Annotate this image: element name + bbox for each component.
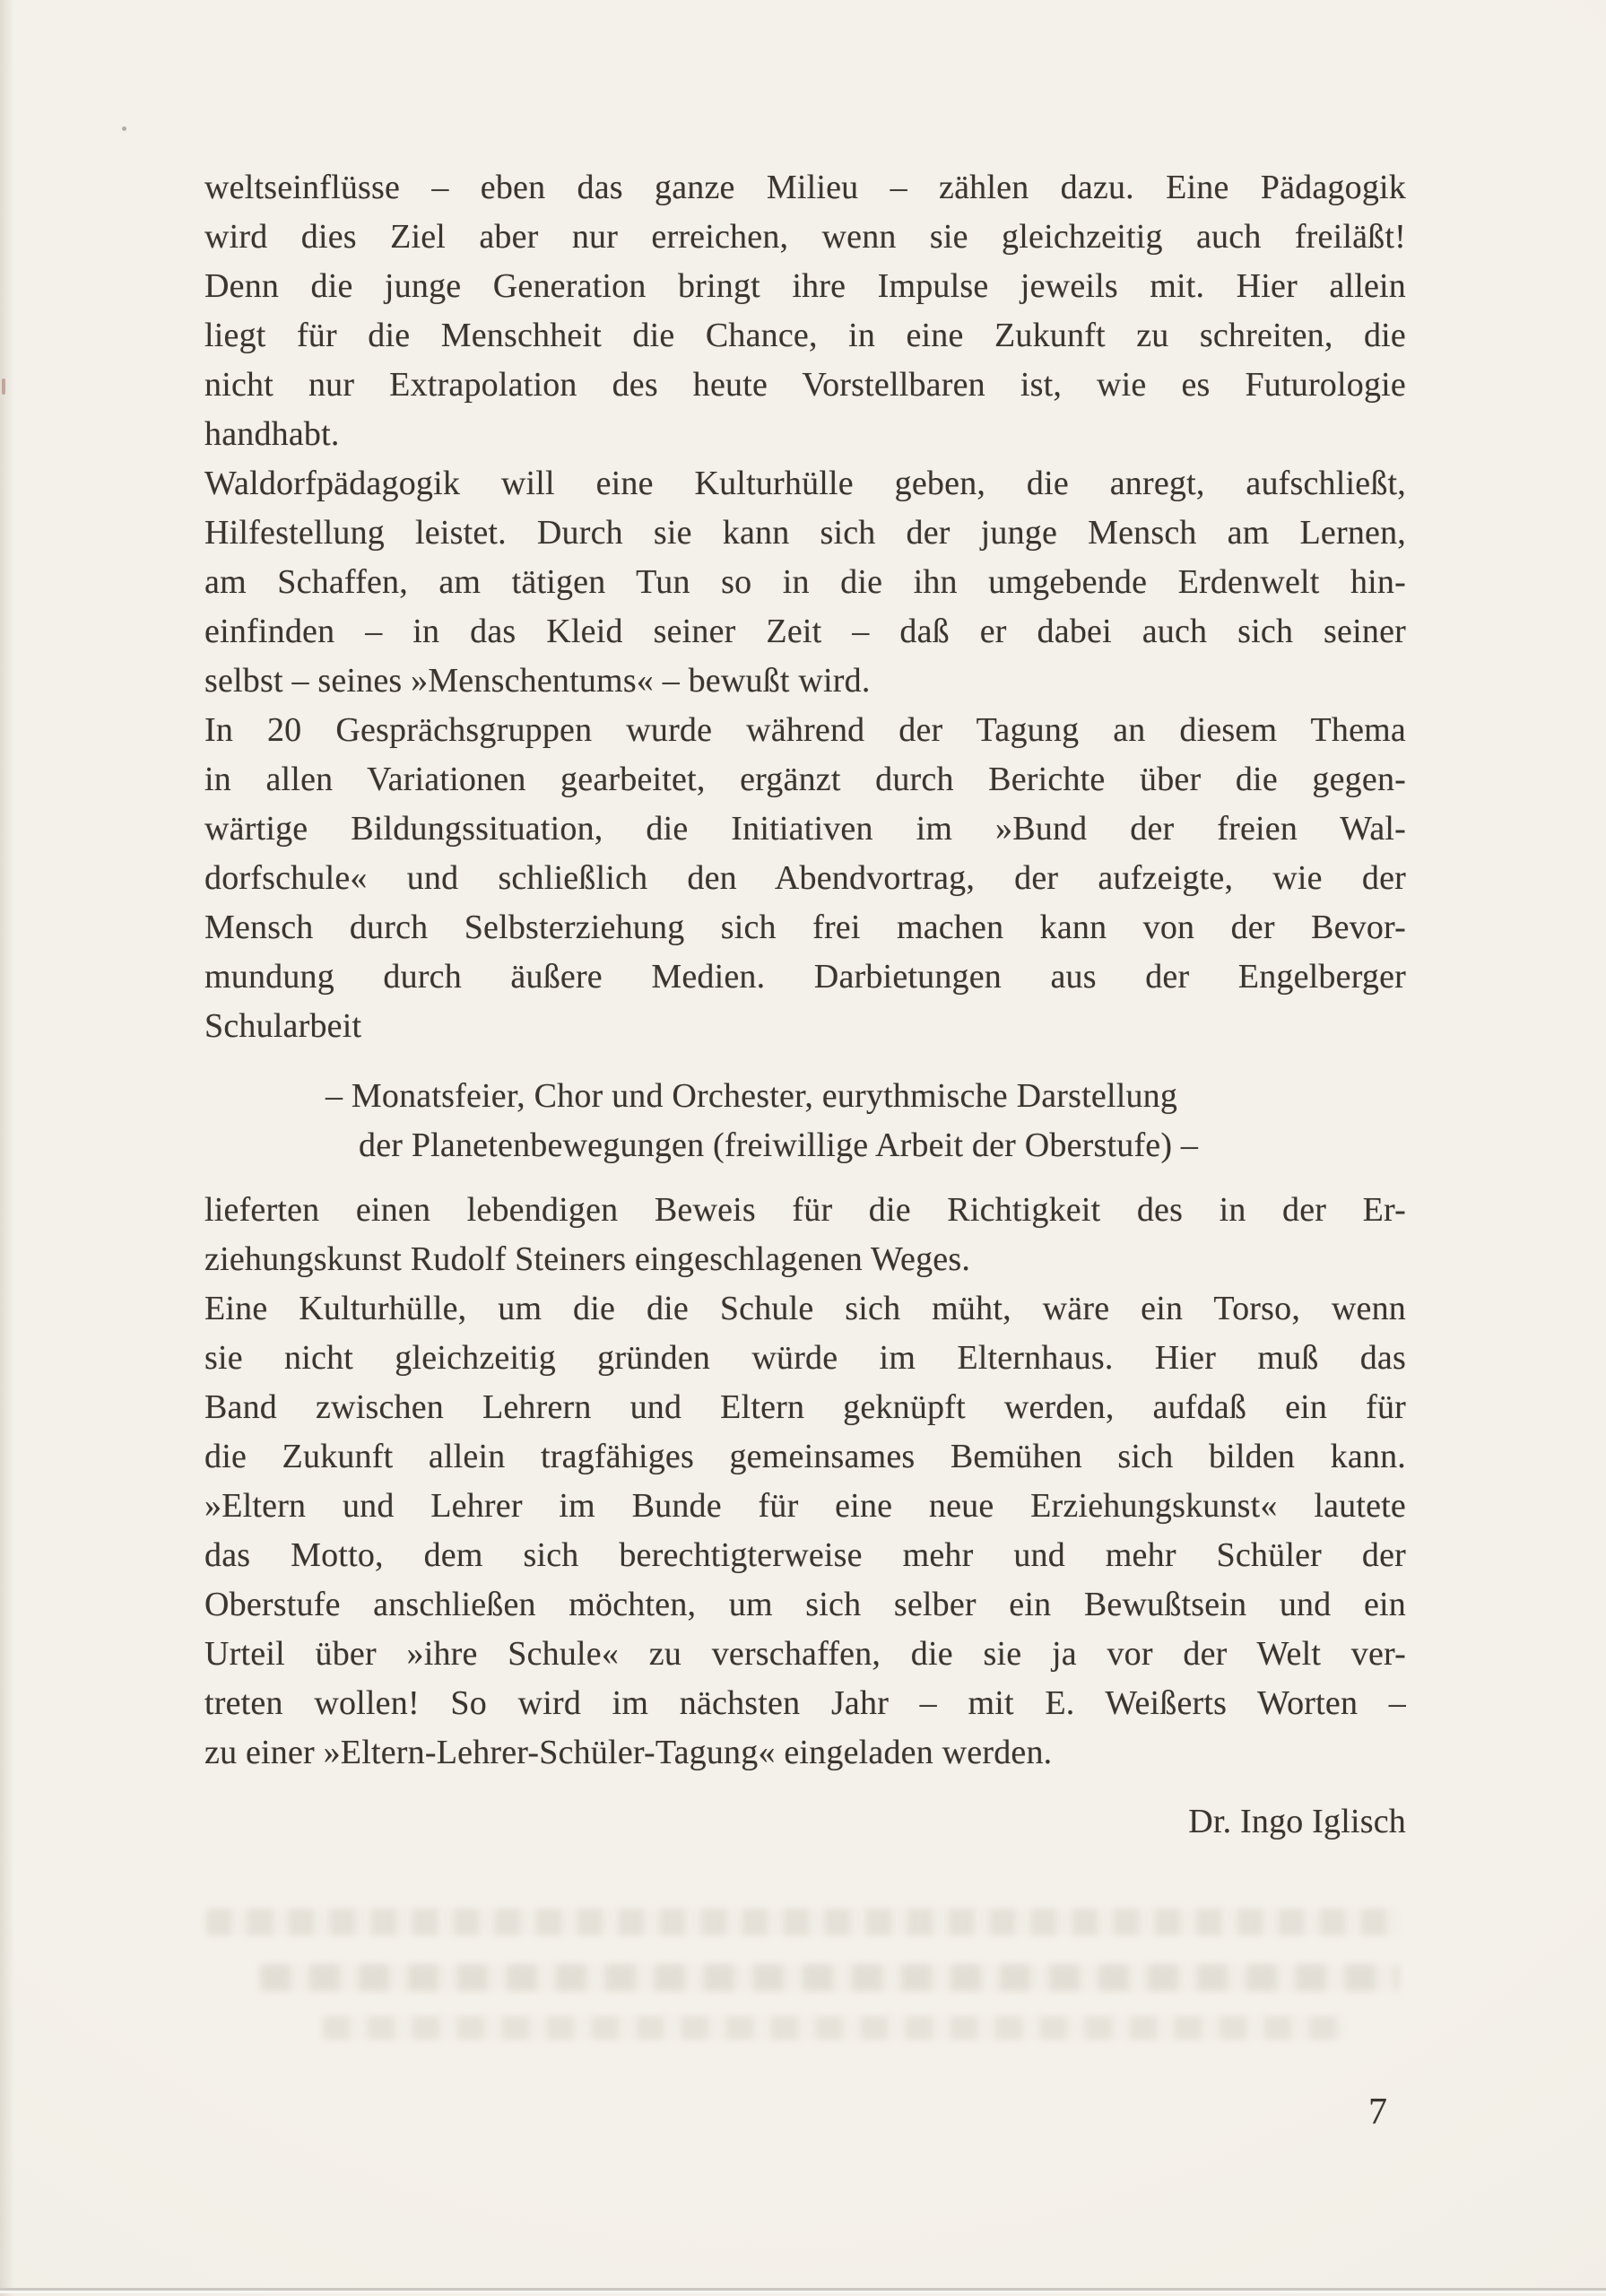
page-left-edge-shading (0, 0, 14, 2296)
text-line: Mensch durch Selbsterziehung sich frei machen kann von der Bevor- (204, 909, 1406, 946)
paragraph-p2 (204, 459, 1406, 706)
page-bottom-edge-line (0, 2288, 1606, 2291)
page-number: 7 (1368, 2092, 1387, 2133)
body-text-column (204, 163, 1406, 1847)
text-line: Schularbeit (204, 1007, 362, 1045)
text-line: In 20 Gesprächsgruppen wurde während der Tagung an diesem Thema (204, 711, 1406, 749)
ink-bleedthrough-line (260, 1964, 1399, 1991)
text-line: der Planetenbewegungen (freiwillige Arbeit der Oberstufe) – (359, 1126, 1199, 1164)
text-line: Denn die junge Generation bringt ihre Impulse jeweils mit. Hier allein (204, 267, 1406, 305)
text-line: Band zwischen Lehrern und Eltern geknüpft werden, aufdaß ein für (204, 1388, 1406, 1426)
text-line: die Zukunft allein tragfähiges gemeinsames Bemühen sich bilden kann. (204, 1438, 1406, 1475)
text-line: am Schaffen, am tätigen Tun so in die ihn umgebende Erdenwelt hin- (204, 563, 1406, 601)
text-line: »Eltern und Lehrer im Bunde für eine neue Erziehungskunst« lautete (204, 1487, 1406, 1525)
text-line: Waldorfpädagogik will eine Kulturhülle geben, die anregt, aufschließt, (204, 465, 1406, 502)
text-line: in allen Variationen gearbeitet, ergänzt durch Berichte über die gegen- (204, 761, 1406, 798)
text-line: weltseinflüsse – eben das ganze Milieu – zählen dazu. Eine Pädagogik (204, 169, 1406, 206)
paragraph-p5 (204, 1284, 1406, 1778)
text-line: dorfschule« und schließlich den Abendvortrag, der aufzeigte, wie der (204, 859, 1406, 897)
text-line: Hilfestellung leistet. Durch sie kann sich der junge Mensch am Lernen, (204, 514, 1406, 552)
text-line: liegt für die Menschheit die Chance, in eine Zukunft zu schreiten, die (204, 317, 1406, 354)
text-line: – Monatsfeier, Chor und Orchester, eurythmische Darstellung (326, 1077, 1178, 1115)
text-line: wird dies Ziel aber nur erreichen, wenn sie gleichzeitig auch freiläßt! (204, 218, 1406, 256)
text-line: zu einer »Eltern-Lehrer-Schüler-Tagung« eingeladen werden. (204, 1734, 1053, 1771)
paragraphs-container (204, 163, 1406, 1778)
text-line: handhabt. (204, 415, 340, 453)
text-line: Oberstufe anschließen möchten, um sich selber ein Bewußtsein und ein (204, 1586, 1406, 1623)
text-line: wärtige Bildungssituation, die Initiativen im »Bund der freien Wal- (204, 810, 1406, 848)
paragraph-inset-quote (204, 1072, 1406, 1170)
paragraph-p1 (204, 163, 1406, 459)
text-line: ziehungskunst Rudolf Steiners eingeschlagenen Weges. (204, 1240, 971, 1278)
text-line: treten wollen! So wird im nächsten Jahr – mit E. Weißerts Worten – (204, 1684, 1406, 1722)
text-line: selbst – seines »Menschentums« – bewußt wird. (204, 662, 871, 700)
paper-edge-mark (2, 378, 5, 395)
text-line: mundung durch äußere Medien. Darbietungen aus der Engelberger (204, 958, 1406, 996)
text-line: Eine Kulturhülle, um die die Schule sich müht, wäre ein Torso, wenn (204, 1290, 1406, 1327)
text-line: einfinden – in das Kleid seiner Zeit – daß er dabei auch sich seiner (204, 613, 1406, 650)
text-line: nicht nur Extrapolation des heute Vorstellbaren ist, wie es Futurologie (204, 366, 1406, 404)
paper-speck (122, 126, 126, 131)
text-line: Urteil über »ihre Schule« zu verschaffen, die sie ja vor der Welt ver- (204, 1635, 1406, 1673)
text-line: lieferten einen lebendigen Beweis für die Richtigkeit des in der Er- (204, 1191, 1406, 1229)
author-signature: Dr. Ingo Iglisch (1188, 1803, 1406, 1840)
ink-bleedthrough-line (323, 2016, 1345, 2039)
text-line: das Motto, dem sich berechtigterweise mehr und mehr Schüler der (204, 1536, 1406, 1574)
text-line: sie nicht gleichzeitig gründen würde im Elternhaus. Hier muß das (204, 1339, 1406, 1377)
paragraph-p4 (204, 1186, 1406, 1284)
ink-bleedthrough-line (206, 1909, 1399, 1935)
paragraph-p3 (204, 706, 1406, 1051)
